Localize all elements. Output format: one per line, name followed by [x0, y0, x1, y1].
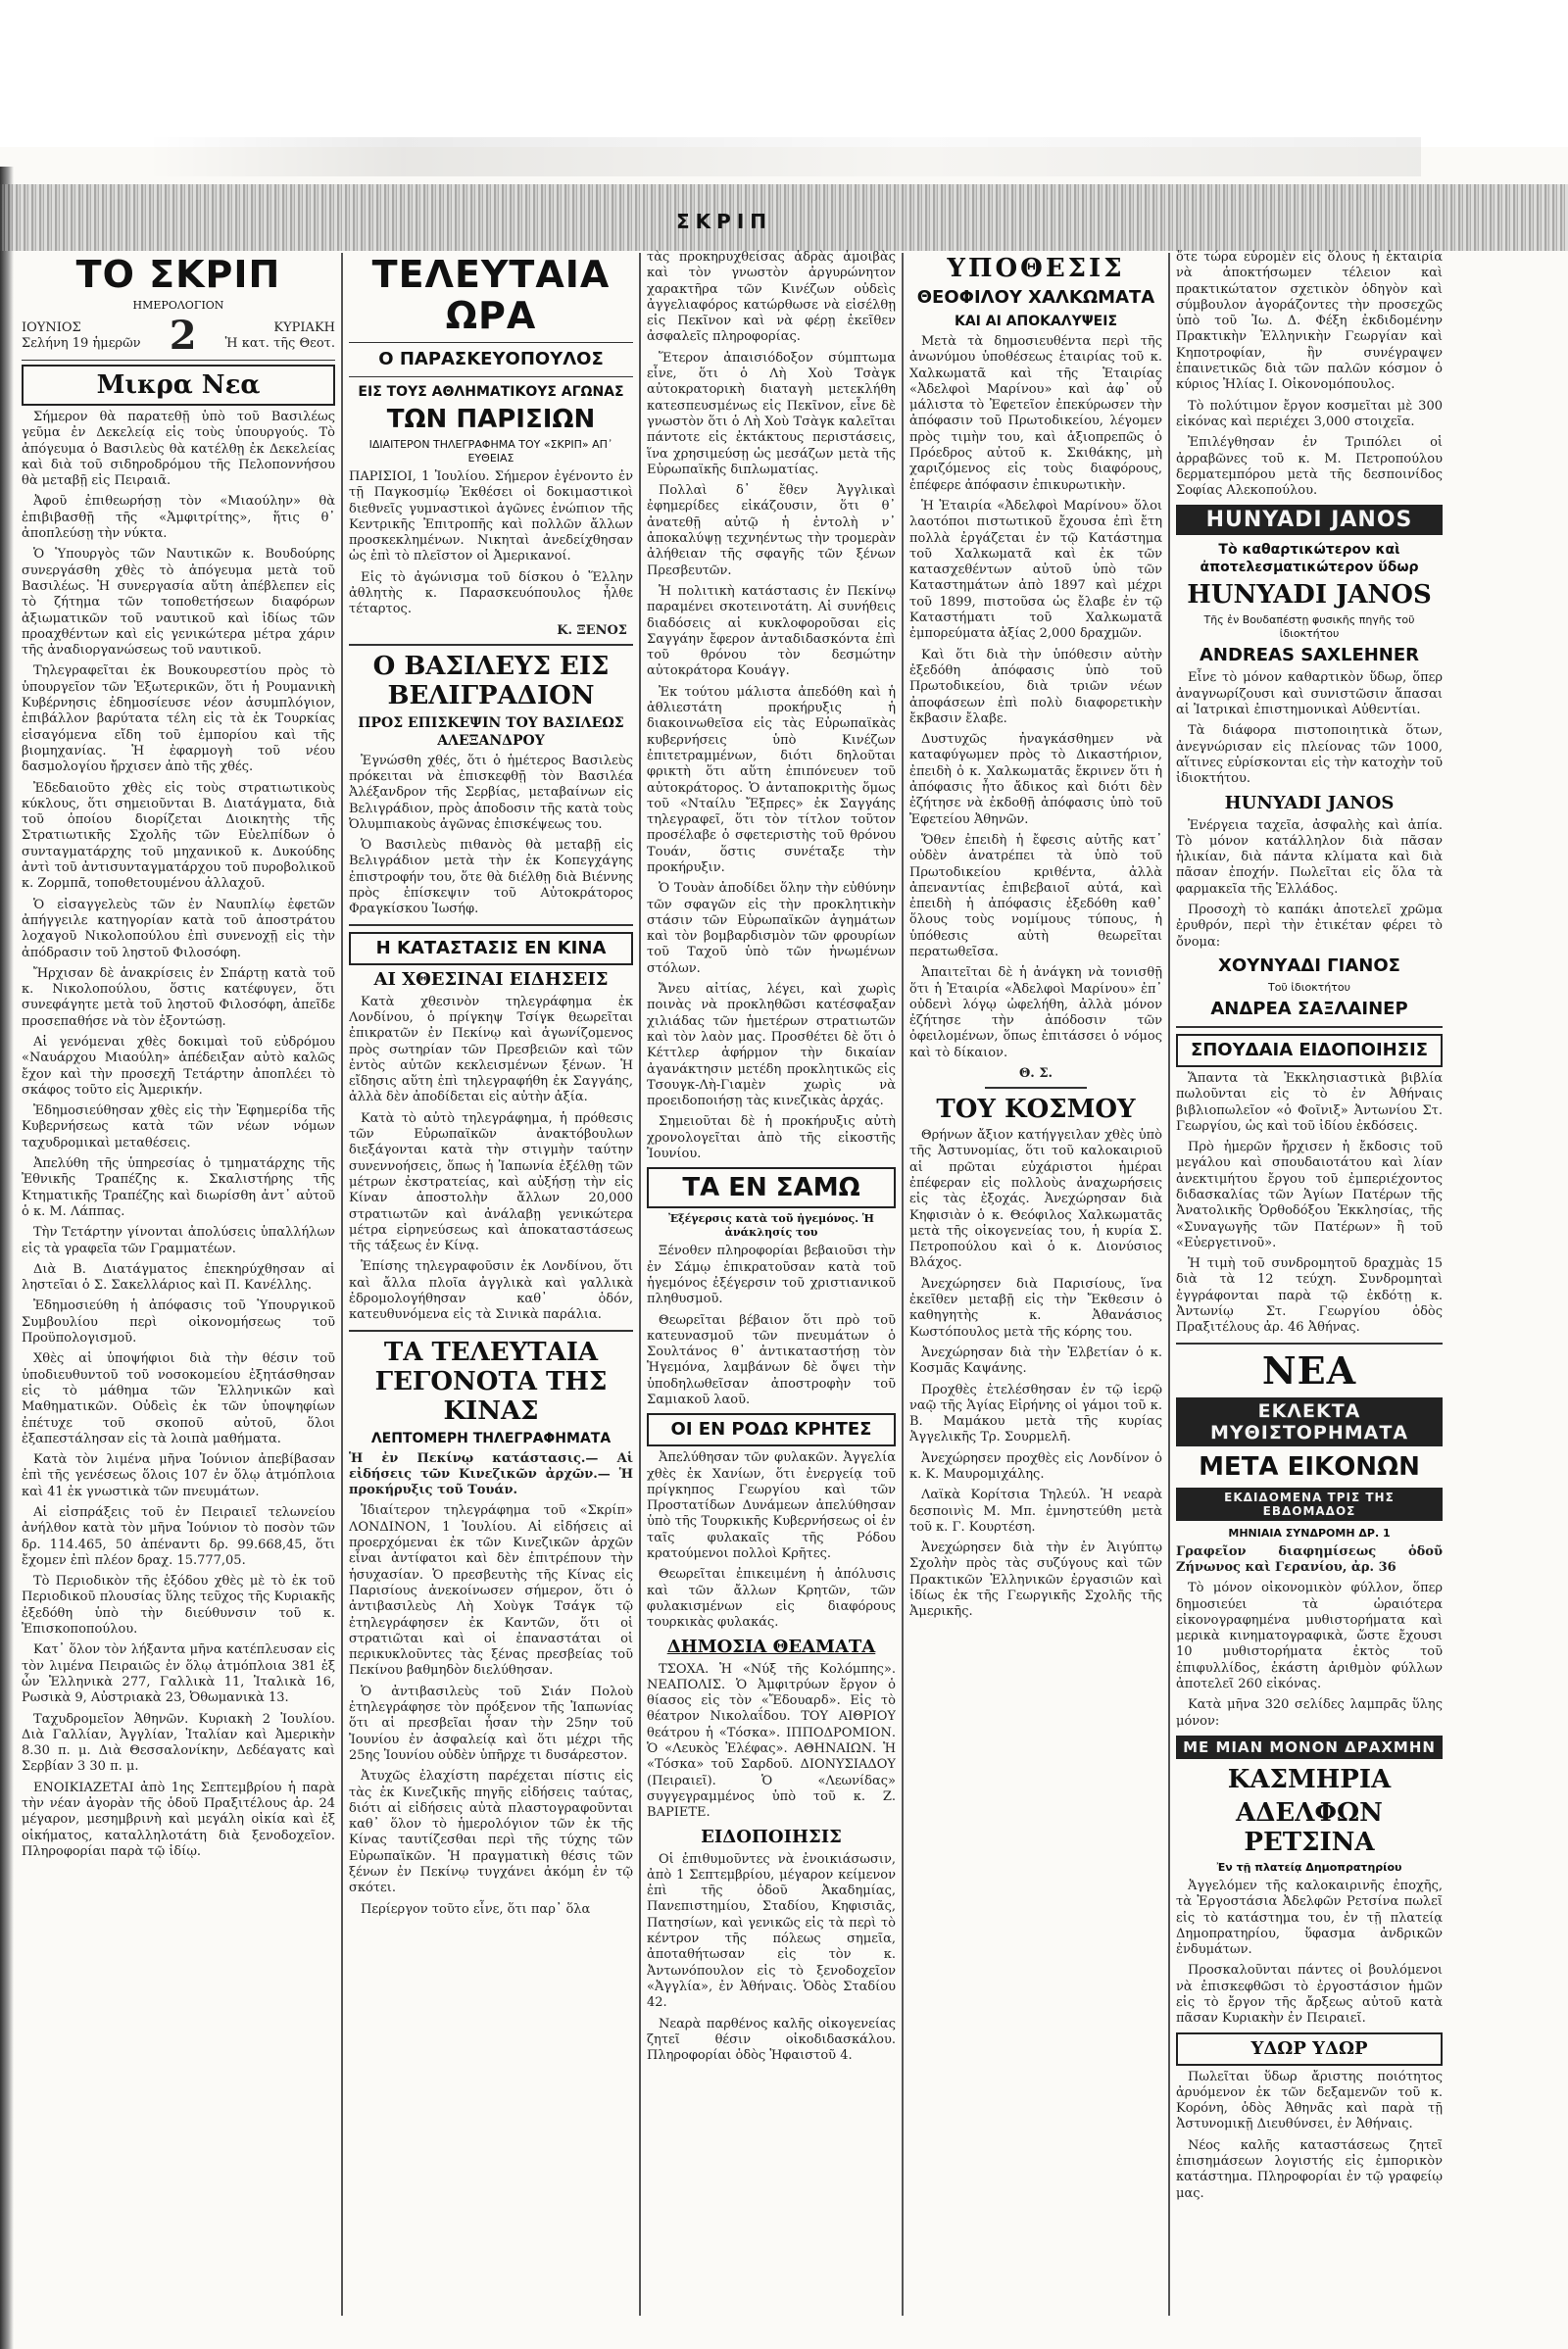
ad-text: ΜΗΝΙΑΙΑ ΣΥΝΔΡΟΜΗ ΔΡ. 1 [1228, 1526, 1391, 1540]
news-item: Ἀφοῦ ἐπιθεωρήσῃ τὸν «Μιαούλην» θὰ ἐπιβιβασθῇ τῆς «Ἀμφιτρίτης», ἥτις θ᾽ ἀποπλεύσῃ τὴν νύκτα. [22, 494, 335, 542]
article-paragraph: Κατὰ χθεσινὸν τηλεγράφημα ἐκ Λονδίνου, ὁ πρίγκηψ Τσίγκ θεωρεῖται ἐπικρατῶν ἐν Πεκίνῳ καὶ ἀγωνίζομενος πρὸς σωτηρίαν τῶν Πρεσβειῶν καὶ τῶν ἐντὸς αὐτῶν κεκλεισμένων ξένων. Ἡ εἴδησις αὕτη ἐπὶ τηλεγραφήθη ἐκ Σαγγάης, ἀλλὰ δὲν ἀποδίδεται εἰς αὐτὴν ἀξία. [349, 994, 633, 1105]
article-paragraph: Ἡ ἐν Πεκίνῳ κατάστασις.— Αἱ εἰδήσεις τῶν Κινεζικῶν ἀρχῶν.— Ἡ προκήρυξις τοῦ Τουάν. [349, 1450, 633, 1498]
ad-title: ΕΚΔΙΔΟΜΕΝΑ ΤΡΙΣ ΤΗΣ ΕΒΔΟΜΑΔΟΣ [1176, 1488, 1443, 1521]
article-paragraph: Ἡ Ἑταιρία «Ἀδελφοὶ Μαρίνου» ὅλοι λαοτόποι πιστωτικοῦ ἔχουσα ἐπὶ ἔτη πολλὰ ἐργάζεται ἐν τῷ Κατάστημα τοῦ Χαλκωματᾶ καὶ ἐκ τῶν κατασχεθέντων αὐτοῦ ὑπὸ τῶν Καταστημάτων ἀπὸ 1897 καὶ μέχρι τοῦ 1899, πιστοῦσα ὡς ἔλαβε ἐν τῷ Καταστήματι τοῦ Χαλκωματᾶ ἐμπορεύματα ἀξίας 2,000 δραχμῶν. [909, 498, 1162, 642]
headline: ΤΑ ΤΕΛΕΥΤΑΙΑ ΓΕΓΟΝΟΤΑ ΤΗΣ ΚΙΝΑΣ [374, 1337, 608, 1426]
column-3 [647, 250, 896, 2320]
article-paragraph: τὰς προκηρυχθείσας ἀδρὰς ἀμοιβὰς καὶ τὸν γνωστὸν ἀργυρώνητον χαρακτῆρα τῶν Κινέζων οὐδεὶς ἀγγελιαφόρος κατώρθωσε νὰ εἰσέλθῃ εἰς Πεκῖνον καὶ νὰ φέρῃ ἐκεῖθεν ἀσφαλεῖς πληροφορίας. [647, 250, 896, 345]
byline: Ο ΠΑΡΑΣΚΕΥΟΠΟΥΛΟΣ [378, 349, 604, 369]
day-number: 2 [169, 313, 197, 359]
ad-paragraph: Εἶνε τὸ μόνον καθαρτικὸν ὕδωρ, ὅπερ ἀναγνωρίζουσι καὶ συνιστῶσιν ἅπασαι αἱ Ἰατρικαὶ ἐπιστημονικαὶ Αὐθεντίαι. [1176, 670, 1443, 718]
month: ΙΟΥΝΙΟΣ [22, 320, 81, 335]
news-item: Αἱ εἰσπράξεις τοῦ ἐν Πειραιεῖ τελωνείου ἀνήλθον κατὰ τὸν μῆνα Ἰούνιον τὸ ποσὸν τῶν δρ. 114.465, 50 ἀπέναντι δρ. 99.668,45, ὅτι ἔχομεν ἐπὶ πλέον δραχ. 15.777,05. [22, 1505, 335, 1568]
ad-paragraph: Ἐνέργεια ταχεῖα, ἀσφαλὴς καὶ ἀπία. Τὸ μόνον κατάλληλον διὰ πᾶσαν ἡλικίαν, διὰ πάντα κλίματα καὶ διὰ πᾶσαν ἐποχήν. Πωλεῖται εἰς ὅλα τὰ φαρμακεῖα τῆς Ἑλλάδος. [1176, 817, 1443, 897]
news-item: Αἱ γενόμεναι χθὲς δοκιμαὶ τοῦ εὐδρόμου «Ναυάρχου Μιαούλη» ἀπέδειξαν αὐτὸ καλῶς ἔχον καὶ τὴν προσεχῆ Τετάρτην ἀποπλέει τὸ σκάφος τοῦτο εἰς Ἀμερικήν. [22, 1034, 335, 1098]
subheadline: ΠΡΟΣ ΕΠΙΣΚΕΨΙΝ ΤΟΥ ΒΑΣΙΛΕΩΣ ΑΛΕΞΑΝΔΡΟΥ [358, 714, 624, 749]
ad-text: Τὸ καθαρτικώτερον καὶ ἀποτελεσματικώτερον ὕδωρ [1200, 542, 1419, 576]
headline: ΤΟΥ ΚΟΣΜΟΥ [936, 1095, 1136, 1125]
article-paragraph: ΠΑΡΙΣΙΟΙ, 1 Ἰουλίου. Σήμερον ἐγένοντο ἐν τῇ Παγκοσμίῳ Ἐκθέσει οἱ δοκιμαστικοὶ διεθνεῖς γυμναστικοὶ ἀγῶνες ἐνώπιον τῆς Κεντρικῆς Ἐπιτροπῆς καὶ πολλῶν ἄλλων προσκεκλημένων. Νικηταὶ ἀνεδείχθησαν ὡς ἐπὶ τὸ πλεῖστον οἱ Ἀμερικανοί. [349, 469, 633, 564]
article-paragraph: Ἀτυχῶς ἐλαχίστη παρέχεται πίστις εἰς τὰς ἐκ Κινεζικῆς πηγῆς εἰδήσεις ταύτας, διότι αἱ εἰδήσεις αὐτὰ πλαστογραφοῦνται καθ᾽ ὅλον τὸ ἡμερολόγιον τῶν ἐκ τῆς Κίνας ταυτίζεσθαι περὶ τῆς τύχης τῶν Εὐρωπαϊκῶν. Ἡ πραγματικὴ θέσις τῶν ξένων ἐν Πεκίνῳ τυγχάνει ἀκόμη ἐν τῷ σκότει. [349, 1769, 633, 1896]
news-item: Ἐδημοσιεύθησαν χθὲς εἰς τὴν Ἐφημερίδα τῆς Κυβερνήσεως κατὰ τῶν νέων νόμων ταχυδρομικαὶ μεταθέσεις. [22, 1103, 335, 1150]
article-paragraph: Ἡ πολιτικὴ κατάστασις ἐν Πεκίνῳ παραμένει σκοτεινοτάτη. Αἱ συνήθεις διαδόσεις αἱ κυκλοφοροῦσαι εἰς Σαγγάην ἔφερον ἀνταδιδασκόντα ἐπὶ τοῦ θρόνου τὸν δεσμώτην αὐτοκράτορα Κουάγγ. [647, 583, 896, 679]
article-paragraph: Σημειοῦται δὲ ἡ προκήρυξις αὐτὴ χρονολογεῖται ἀπὸ τῆς εἰκοστῆς Ἰουνίου. [647, 1114, 896, 1162]
article-paragraph: Περίεργον τοῦτο εἶνε, ὅτι παρ᾽ ὅλα [361, 1901, 591, 1917]
headline: ΥΠΟΘΕΣΙΣ [947, 254, 1125, 283]
news-paragraphs [22, 410, 335, 1860]
subheadline: ΕΙΣ ΤΟΥΣ ΑΘΛΗΜΑΤΙΚΟΥΣ ΑΓΩΝΑΣ [358, 384, 624, 400]
headline-last-hour: ΤΕΛΕΥΤΑΙΑ ΩΡΑ [371, 253, 611, 337]
column-4 [909, 250, 1162, 2320]
news-item: Ἀπελύθη τῆς ὑπηρεσίας ὁ τμηματάρχης τῆς Ἐθνικῆς Τραπέζης κ. Σκαλιστήρης τῆς Κτηματικῆς Τραπέζης καὶ διωρίσθη ἀντ᾽ αὐτοῦ ὁ κ. Μ. Λάππας. [22, 1156, 335, 1219]
ad-title: ΑΔΕΛΦΩΝ ΡΕΤΣΙΝΑ [1236, 1797, 1383, 1857]
signature: Κ. ΞΕΝΟΣ [557, 622, 627, 638]
headline: Ο ΒΑΣΙΛΕΥΣ ΕΙΣ ΒΕΛΙΓΡΑΔΙΟΝ [372, 651, 610, 710]
article-paragraph: Προχθὲς ἐτελέσθησαν ἐν τῷ ἱερῷ ναῷ τῆς Ἁγίας Εἰρήνης οἱ γάμοι τοῦ κ. Β. Μαμάκου μετὰ τῆς κυρίας Ἀγγελικῆς Τρ. Σουρμελῆ. [909, 1382, 1162, 1445]
date-row [22, 313, 335, 361]
ad-title: ΝΕΑ [1261, 1347, 1357, 1393]
article-paragraph: Ἀπελύθησαν τῶν φυλακῶν. Ἀγγελία χθὲς ἐκ Χανίων, ὅτι ἐνεργείᾳ τοῦ πρίγκηπος Γεωργίου καὶ τῶν Προστατίδων Δυνάμεων ἀπελύθησαν ὑπὸ τῆς Τουρκικῆς Κυβερνήσεως οἱ ἐν ταῖς φυλακαῖς τῆς Ρόδου κρατούμενοι πολλοὶ Κρῆτες. [647, 1450, 896, 1562]
headline: ΔΗΜΟΣΙΑ ΘΕΑΜΑΤΑ [666, 1636, 876, 1657]
masthead: ΤΟ ΣΚΡΙΠ [75, 253, 281, 296]
article-paragraph: Τὸ πολύτιμον ἔργον κοσμεῖται μὲ 300 εἰκόνας καὶ περιέχει 3,000 στοιχεῖα. [1176, 398, 1443, 429]
moon-phase: Σελήνη 19 ἡμερῶν [22, 336, 141, 351]
section-title: Μικρα Νεα [22, 365, 335, 406]
news-item: Κατ᾽ ὅλον τὸν λήξαντα μῆνα κατέπλευσαν εἰς τὸν λιμένα Πειραιῶς ἐν ὅλῳ ἀτμόπλοια 381 ἐξ ὧν Ἑλληνικὰ 277, Γαλλικὰ 11, Ἰταλικὰ 16, Ρωσικὰ 9, Αὐστριακὰ 23, Ὀθωμανικὰ 13. [22, 1642, 335, 1706]
article-paragraph: Ἐπιλέγθησαν ἐν Τριπόλει οἱ ἀρραβῶνες τοῦ κ. Μ. Πετροπούλου δερματεμπόρου μετὰ τῆς δεσποινίδος Σοφίας Αλεκοπούλου. [1176, 435, 1443, 499]
ad-title: ΑΝΔΡΕΑ ΣΑΞΛΑΙΝΕΡ [1210, 998, 1408, 1019]
masthead-subtitle: ΗΜΕΡΟΛΟΓΙΟΝ [132, 299, 224, 312]
article-paragraph: ΤΣΟΧΑ. Ἡ «Νύξ τῆς Κολόμπης». ΝΕΑΠΟΛΙΣ. Ὁ Ἀμφιτρύων ἔργον ὁ θίασος εἰς τὸν «Ἔδουαρδ». Εἰς τὸ θέατρον Νικολαΐδου. ΤΟΥ ΑΙΘΡΙΟΥ θεάτρου ἡ «Τόσκα». ΙΠΠΟΔΡΟΜΙΟΝ. Ὁ «Λευκὸς Ἐλέφας». ΑΘΗΝΑΙΩΝ. Ἡ «Τόσκα» τοῦ Σαρδοῦ. ΔΙΟΝΥΣΙΑΔΟΥ (Πειραιεῖ). Ὁ «Λεωνίδας» συγγεγραμμένος ὑπὸ τοῦ κ. Ζ. ΒΑΡΙΕΤΕ. [647, 1661, 896, 1821]
ad-title: ΕΚΛΕΚΤΑ ΜΥΘΙΣΤΟΡΗΜΑΤΑ [1176, 1397, 1443, 1446]
ad-text: Τοῦ ἰδιοκτήτου [1267, 980, 1350, 994]
running-title: ΣΚΡΙΠ [676, 210, 772, 233]
article-paragraph: Νεαρὰ παρθένος καλῆς οἰκογενείας ζητεῖ θέσιν οἰκοδιδασκάλου. Πληροφορίαι ὁδὸς Ἡφαιστοῦ 4. [647, 2016, 896, 2064]
article-paragraph: Ξένοθεν πληροφορίαι βεβαιοῦσι τὴν ἐν Σάμῳ ἐπικρατοῦσαν κατὰ τοῦ ἡγεμόνος ἐξέγερσιν τοῦ χριστιανικοῦ πληθυσμοῦ. [647, 1244, 896, 1307]
article-paragraph: Θεωρεῖται βέβαιον ὅτι πρὸ τοῦ κατευνασμοῦ τῶν πνευμάτων ὁ Σουλτάνος θ᾽ ἀντικαταστήσῃ τὸν Ἡγεμόνα, λαμβάνων δὲ ὄψει τὴν ὑποδηλωθεῖσαν ἀποστροφὴν τοῦ Σαμιακοῦ λαοῦ. [647, 1312, 896, 1407]
ad-title: ΜΕΤΑ ΕΙΚΟΝΩΝ [1199, 1451, 1420, 1482]
subheadline: ΙΔΙΑΙΤΕΡΟΝ ΤΗΛΕΓΡΑΦΗΜΑ ΤΟΥ «ΣΚΡΙΠ» ΑΠ᾽ ΕΥΘΕΙΑΣ [368, 438, 613, 465]
headline: ΟΙ ΕΝ ΡΟΔΩ ΚΡΗΤΕΣ [647, 1413, 896, 1446]
signature: Θ. Σ. [1018, 1066, 1054, 1082]
news-item: Ὁ Ὑπουργὸς τῶν Ναυτικῶν κ. Βουδούρης συνεργάσθη χθὲς τὸ ἀπόγευμα μετὰ τοῦ Βασιλέως. Ἡ συνεργασία αὕτη ἀπέβλεπεν εἰς τὸ ζήτημα τῶν τοποθετήσεων διαφόρων ἀξιωματικῶν τοῦ ναυτικοῦ καὶ ἰδίως τῶν προαχθέντων καὶ εἰς γενικώτερα μέτρα χάριν τῆς ἀναδιοργανώσεως τοῦ ναυτικοῦ. [22, 547, 335, 659]
article-paragraph: Ὅθεν ἐπειδὴ ἡ ἔφεσις αὐτῆς κατ᾽ οὐδὲν ἀνατρέπει τὰ ὑπὸ τοῦ Πρωτοδικείου κριθέντα, ἀλλὰ ἀπεναντίας ἐπιβεβαιοῖ αὐτά, καὶ ἐπειδὴ ἡ ἀπόφασις ἐξεδόθη καθ᾽ ὅλους τοὺς νομίμους τύπους, ἡ ὑπόθεσις αὐτὴ θεωρεῖται περατωθεῖσα. [909, 832, 1162, 959]
article-paragraph: Εἰς τὸ ἀγώνισμα τοῦ δίσκου ὁ Ἕλλην ἀθλητὴς κ. Παρασκευόπουλος ἦλθε τέταρτος. [349, 569, 633, 617]
news-item: Ὁ εἰσαγγελεὺς τῶν ἐν Ναυπλίῳ ἐφετῶν ἀπήγγειλε κατηγορίαν κατὰ τοῦ ἀποστράτου λοχαγοῦ Νικολοπούλου ἐπὶ συνενοχῇ εἰς τὴν ἀπόδρασιν τοῦ ληστοῦ Φιλοσόφη. [22, 897, 335, 960]
article-paragraph: Δυστυχῶς ἠναγκάσθημεν νὰ καταφύγωμεν πρὸς τὸ Δικαστήριον, ἐπειδὴ ὁ κ. Χαλκωματᾶς ἔκρινεν ὅτι ἡ ἀπόφασις ἦτο ἄδικος καὶ διότι δὲν ἐζήτησε νὰ ἐκδοθῇ ἀπόφασις ὑπὸ τοῦ Ἐφετείου Ἀθηνῶν. [909, 732, 1162, 827]
ad-text: Τῆς ἐν Βουδαπέστῃ φυσικῆς πηγῆς τοῦ ἰδιοκτήτου [1203, 613, 1415, 641]
ad-title: ΚΑΣΜΗΡΙΑ [1227, 1764, 1392, 1794]
headline: ΤΑ ΕΝ ΣΑΜΩ [647, 1167, 896, 1208]
ad-paragraph: Τὸ μόνον οἰκονομικὸν φύλλον, ὅπερ δημοσιεύει τὰ ὡραιότερα εἰκονογραφημένα μυθιστορήματα καὶ μερικὰ κινηματογραφικὰ, ὥστε ἔχουσι 10 μυθιστορήματα ἐκτὸς τοῦ ἐπιφυλλίδος, ἑκάστη ἀριθμὸν φύλλων ἀποτελεῖ 260 εἰκόνας. [1176, 1581, 1443, 1692]
article-paragraph: Μετὰ τὰ δημοσιευθέντα περὶ τῆς ἀνωνύμου ὑποθέσεως ἑταιρίας τοῦ κ. Χαλκωματᾶ καὶ τῆς Ἑταιρίας «Ἀδελφοὶ Μαρίνου» καὶ ἀφ᾽ οὗ μάλιστα τὸ Ἐφετεῖον ἐπεκύρωσεν τὴν ἀπόφασιν τοῦ Πρωτοδικείου, λέγομεν πρὸς τιμὴν του, καὶ ἀξιοπρεπῶς ὁ Πρόεδρος αὐτοῦ κ. Σκιθάκης, μὴ χαριζόμενος εἰς τοὺς διαφόρους, ἐπέφερε ἀπόφασιν ἐπικυρωτικὴν. [909, 334, 1162, 493]
ad-title: ΧΟΥΝΥΑΔΙ ΓΙΑΝΟΣ [1218, 954, 1400, 976]
news-item: Τηλεγραφεῖται ἐκ Βουκουρεστίου πρὸς τὸ ὑπουργεῖον τῶν Ἐξωτερικῶν, ὅτι ἡ Ρουμανικὴ Κυβέρνησις ἐδημοσίευσε νέον ἀσυμπλόγιον, ἐπιβάλλον βαρύτατα τέλη εἰς τὰ ἐκ Τουρκίας εἰσαγόμενα εἴδη τοῦ ἐμπορίου καὶ τῆς βιομηχανίας. Ἡ ἐφαρμογὴ τοῦ νέου δασμολογίου ἤρχισεν ἀπὸ τῆς χθές. [22, 663, 335, 775]
scan-blank-margin [0, 0, 1568, 147]
article-paragraph: Λαϊκὰ Κορίτσια Τηλεύλ. Ἡ νεαρὰ δεσποινὶς Μ. Μπ. ἐμνηστεύθη μετὰ τοῦ κ. Γ. Κουρτέση. [909, 1488, 1162, 1535]
article-paragraph: Καὶ ὅτι διὰ τὴν ὑπόθεσιν αὐτὴν ἐξεδόθη ἀπόφασις ὑπὸ τοῦ Πρωτοδικείου, διὰ τριῶν νέων ἀποφάσεων ἐπὶ πολὺ διαφορετικὴν ἔκβασιν ἔλαβε. [909, 647, 1162, 726]
news-item: Τὸ Περιοδικὸν τῆς ἑξόδου χθὲς μὲ τὸ ἐκ τοῦ Περιοδικοῦ πλουσίας ὕλης τεῦχος τῆς Κυριακῆς ἐξεδόθη ὑπὸ τὴν διεύθυνσιν τοῦ κ. Ἐπισκοποπούλου. [22, 1574, 335, 1638]
article-paragraph: Ἄνευ αἰτίας, λέγει, καὶ χωρὶς ποινὰς νὰ προκληθῶσι κατέσφαξαν χιλιάδας τῶν ἡμετέρων στρατιωτῶν καὶ τὸν λαὸν μας. Προσθέτει δὲ ὅτι ὁ Κέττλερ ἀφήρμον τὴν δικαίαν ἀγανάκτησιν μετέδη προκλητικῶς εἰς Τσουγκ-Λὴ-Γιαμὲν χωρὶς νὰ προειδοποιήσῃ τὰς κινεζικὰς ἀρχάς. [647, 982, 896, 1109]
weekday: ΚΥΡΙΑΚΗ [273, 320, 335, 335]
headline: ΕΙΔΟΠΟΙΗΣΙΣ [701, 1826, 842, 1847]
news-item: Ἐδημοσιεύθη ἡ ἀπόφασις τοῦ Ὑπουργικοῦ Συμβουλίου περὶ οἰκονομήσεως τοῦ Προϋπολογισμοῦ. [22, 1298, 335, 1346]
page-edge-shadow [0, 167, 14, 2349]
article-paragraph: Ἕτερον ἀπαισιόδοξον σύμπτωμα εἶνε, ὅτι ὁ Λὴ Χοὺ Τσὰγκ αὐτοκρατορικὴ διαταγὴ μετεκλήθη κατεσπευσμένως εἰς Πεκῖνον, εἶνε δὲ γνωστὸν ὅτι ὁ Λὴ Χοὺ Τσὰγκ καλεῖται πάντοτε εἰς ἐκτάκτους περιστάσεις, ἵνα χρησιμεύσῃ ὡς μεσάζων μετὰ τῆς Εὐρωπαϊκῆς διπλωματίας. [647, 350, 896, 477]
news-item: Χθὲς αἱ ὑποψήφιοι διὰ τὴν θέσιν τοῦ ὑποδιευθυντοῦ τοῦ νοσοκομείου ἐξητάσθησαν εἰς τὸ μάθημα τῶν Ἑλληνικῶν καὶ Μαθηματικῶν. Οὐδεὶς ἐκ τῶν ὑποψηφίων ἐπέτυχε τοῦ σκοποῦ αὐτοῦ, ὅλοι ἐξαπεστάλησαν εἰς τὰ λοιπὰ μαθήματα. [22, 1351, 335, 1446]
article-paragraph: Ἀνεχώρησεν διὰ Παρισίους, ἵνα ἐκεῖθεν μεταβῇ εἰς τὴν Ἔκθεσιν ὁ καθηγητὴς κ. Ἀθανάσιος Κωστόπουλος μετὰ τῆς κόρης του. [909, 1276, 1162, 1340]
subheadline: Ἐξέγερσις κατὰ τοῦ ἡγεμόνος. Ἡ ἀνάκλησίς του [668, 1212, 874, 1240]
column-rule [902, 253, 904, 2316]
column-5 [1176, 250, 1443, 2320]
article-paragraph: ὅτε τώρα εὑρομὲν εἰς ὅλους ἡ ἐκταιρία νὰ ἀποκτήσωμεν τέλειον καὶ πρακτικώτατον σχετικὸν ὁδηγὸν καὶ σύμβουλον ἀγοράζοντες τὴν προσεχῶς ὑπὸ τοῦ Ἰω. Δ. Φέξη ἐκδιδομένην Πρακτικὴν Ἑλληνικὴν Γεωργίαν καὶ Κηποτροφίαν, ἣν συνέγραψεν ἐπαινετικῶς διὰ τῶν παλῶν κόσμον ὁ κύριος Ἠλίας Ι. Οἰκονομόπουλος. [1176, 250, 1443, 393]
ad-title: HUNYADI JANOS [1224, 792, 1395, 813]
ad-paragraph: Πωλεῖται ὕδωρ ἄριστης ποιότητος ἀρυόμενον ἐκ τῶν δεξαμενῶν τοῦ κ. Κορόνη, ὁδὸς Ἀθηνᾶς καὶ παρὰ τῇ Ἀστυνομικῇ Διευθύνσει, ἐν Ἀθήναις. [1176, 2069, 1443, 2132]
ad-paragraph: Προσκαλοῦνται πάντες οἱ βουλόμενοι νὰ ἐπισκεφθῶσι τὸ ἐργοστάσιον ἡμῶν εἰς τὸ ἔργον τῆς ἄρξεως αὐτοῦ κατὰ πᾶσαν Κυριακὴν ἐν Πειραιεῖ. [1176, 1963, 1443, 2027]
ad-text: Ἐν τῇ πλατείᾳ Δημοπρατηρίου [1216, 1860, 1402, 1874]
column-1 [22, 250, 335, 2320]
article-paragraph: Ἐπίσης τηλεγραφοῦσιν ἐκ Λονδίνου, ὅτι καὶ ἄλλα πλοῖα ἀγγλικὰ καὶ γαλλικὰ ἐδρομολογήθησαν καθ᾽ ὁδόν, κατευθυνόμενα εἰς τὰ Σινικὰ παράλια. [349, 1259, 633, 1323]
news-item: Ἤρχισαν δὲ ἀνακρίσεις ἐν Σπάρτῃ κατὰ τοῦ κ. Νικολοπούλου, ὅστις κατέφυγεν, ὅτι συνεφάγητε μετὰ τοῦ ληστοῦ Φιλοσόφη, ἀπεῖδε προσεπαθήσε νὰ τὸν ἐξοντώσῃ. [22, 965, 335, 1029]
ad-paragraph: Προσοχὴ τὸ καπάκι ἀποτελεῖ χρῶμα ἐρυθρόν, περὶ τὴν ἐτικέταν φέρει τὸ ὄνομα: [1176, 903, 1443, 950]
column-rule [341, 253, 343, 2316]
news-item: Τὴν Τετάρτην γίνονται ἀπολύσεις ὑπαλλήλων εἰς τὰ γραφεῖα τῶν Γραμματέων. [22, 1225, 335, 1256]
article-paragraph: Ἐγνώσθη χθές, ὅτι ὁ ἡμέτερος Βασιλεὺς πρόκειται νὰ ἐπισκεφθῇ τὸν Βασιλέα Ἀλέξανδρον τῆς Σερβίας, μεταβαίνων εἰς Βελιγράδιον, πρὸς ἀποδοσιν τῆς κατὰ τοὺς Ὀλυμπιακοὺς ἀγῶνας ἐπισκέψεως του. [349, 753, 633, 832]
headline: Η ΚΑΤΑΣΤΑΣΙΣ ΕΝ ΚΙΝΑ [349, 932, 633, 965]
article-paragraph: Ἐκ τούτου μάλιστα ἀπεδόθη καὶ ἡ ἀθλιεστάτη προκήρυξις ἡ διακοινωθεῖσα εἰς τὰς Εὐρωπαϊκὰς κυβερνήσεις ὑπὸ Κινέζων ἐπιτετραμμένων, διότι δηλοῦται φρικτὴ ὅτι αὕτη ἐπιπόνευεν τοῦ αὐτοκράτορος. Ὁ ἀνταποκριτὴς ὅμως τοῦ «Νταίλυ Ἔξπρες» ἐκ Σαγγάης τηλεγραφεῖ, ὅτι τὸν τίτλον τοῦτον προσέλαβε ὁ σφετεριστὴς τοῦ θρόνου Τουάν, ὅστις συνέταξε τὴν προκήρυξιν. [647, 684, 896, 875]
column-2 [349, 250, 633, 2320]
column-rule [639, 253, 641, 2316]
news-item: Διὰ Β. Διατάγματος ἐπεκηρύχθησαν αἱ ληστεῖαι ὁ Σ. Σακελλάριος καὶ Π. Κανέλλης. [22, 1261, 335, 1294]
news-item: ΕΝΟΙΚΙΑΖΕΤΑΙ ἀπὸ 1ης Σεπτεμβρίου ἡ παρὰ τὴν νέαν ἀγορὰν τῆς ὁδοῦ Πραξιτέλους ἀρ. 24 μέγαρον, μεσημβρινὴ καὶ μεγάλη οἰκία καὶ ἐξ οἰκήματος, καταλληλοτάτη διὰ ξενοδοχεῖον. Πληροφορίαι παρὰ τῷ ἰδίῳ. [22, 1780, 335, 1859]
masthead-strip [0, 184, 1568, 251]
article-paragraph: Κατὰ τὸ αὐτὸ τηλεγράφημα, ἡ πρόθεσις τῶν Εὐρωπαϊκῶν ἀνακτόβουλων διεξάγονται κατὰ τὴν στιγμὴν ταύτην συνεννοήσεις, ὅπως ἡ Ἰαπωνία ἐξέλθῃ τῶν μέτρων ἐκστρατείας, καὶ αὐξήσῃ τὴν εἰς Κίναν ἀποστολὴν ἄλλων 20,000 στρατιωτῶν καὶ ἀνάλαβῃ γενικώτερα μέτρα εἰρηνεύσεως καὶ ἀποκαταστάσεως τῆς τάξεως ἐν Κίνᾳ. [349, 1110, 633, 1254]
article-paragraph: Ὁ Τουὰν ἀποδίδει ὅλην τὴν εὐθύνην τῶν σφαγῶν εἰς τὴν προκλητικὴν στάσιν τῶν Εὐρωπαϊκῶν ἀγημάτων καὶ τὸν βομβαρδισμὸν τῶν φρουρίων τοῦ Ταχοῦ ὑπὸ τῶν ἡνωμένων στόλων. [647, 881, 896, 976]
ad-paragraph: Τὰ διάφορα πιστοποιητικὰ ὅτων, ἀνεγνώρισαν εἰς πλείονας τῶν 1000, αἵτινες εὑρίσκονται εἰς τὴν κατοχὴν τοῦ ἰδιοκτήτου. [1176, 723, 1443, 787]
article-paragraph: Θρήνων ἄξιον κατήγγειλαν χθὲς ὑπὸ τῆς Ἀστυνομίας, ὅτι τοῦ καλοκαιριοῦ αἱ πρῶται εὐχάριστοι ἡμέραι ἐπέφεραν εἰς πολλοὺς ἀναχωρήσεις εἰς τὰς ἐξοχάς. Ἀνεχώρησαν διὰ Κηφισιὰν ὁ κ. Θεόφιλος Χαλκωματᾶς μετὰ τῆς οἰκογενείας του, ἡ κυρία Σ. Πετροπούλου καὶ ὁ κ. Διονύσιος Βλάχος. [909, 1128, 1162, 1271]
news-item: Ταχυδρομεῖον Ἀθηνῶν. Κυριακὴ 2 Ἰουλίου. Διὰ Γαλλίαν, Ἀγγλίαν, Ἰταλίαν καὶ Ἀμερικὴν 8.30 π. μ. Διὰ Θεσσαλονίκην, Δεδέαγατς καὶ Σερβίαν 3 30 π. μ. [22, 1711, 335, 1775]
ad-paragraph: Πρὸ ἡμερῶν ἤρχισεν ἡ ἔκδοσις τοῦ μεγάλου καὶ σπουδαιοτάτου καὶ λίαν ἀνεκτιμήτου ἔργου τοῦ ἐμπεριέχοντος διδασκαλίας τῶν Ἁγίων Πατέρων τῆς Ἀνατολικῆς Ὀρθοδόξου Ἐκκλησίας, τῆς «Συναγωγῆς τῶν Πατέρων» ἢ τοῦ «Εὐεργετινοῦ». [1176, 1140, 1443, 1250]
news-item: Σήμερον θὰ παρατεθῇ ὑπὸ τοῦ Βασιλέως γεῦμα ἐν Δεκελείᾳ εἰς τοὺς ὑπουργούς. Τὸ ἀπόγευμα ὁ Βασιλεὺς θὰ κατέλθῃ ἐκ Δεκελείας καὶ διὰ τοῦ σιδηροδρόμου τῆς Πελοποννήσου θὰ μεταβῇ εἰς Πειραιᾶ. [22, 410, 335, 489]
article-paragraph: Θεωρεῖται ἐπικειμένη ἡ ἀπόλυσις καὶ τῶν ἄλλων Κρητῶν, τῶν φυλακισμένων εἰς διαφόρους τουρκικὰς φυλακάς. [647, 1567, 896, 1631]
article-paragraph: Ἀνεχώρησεν προχθὲς εἰς Λονδίνον ὁ κ. Κ. Μαυρομιχάλης. [909, 1450, 1162, 1482]
ad-paragraph: Κατὰ μῆνα 320 σελίδες λαμπρᾶς ὕλης μόνον: [1176, 1697, 1443, 1729]
subheadline: ΑΙ ΧΘΕΣΙΝΑΙ ΕΙΔΗΣΕΙΣ [373, 968, 609, 990]
subheadline: ΘΕΟΦΙΛΟΥ ΧΑΛΚΩΜΑΤΑ [916, 287, 1155, 308]
news-item: Κατὰ τὸν λιμένα μῆνα Ἰούνιον ἀπεβίβασαν ἐπὶ τῆς γενέσεως ὅλοις 107 ἐν ὅλῳ ἀτμόπλοια καὶ 41 ἐκ γνωστικὰ τῶν πνευμάτων. [22, 1452, 335, 1499]
ad-title: HUNYADI JANOS [1176, 505, 1443, 535]
ad-paragraph: Νέος καλῆς καταστάσεως ζητεῖ ἐπισημάσεων λογιστής εἰς ἐμπορικὸν κατάστημα. Πληροφορίαι ἐν τῷ γραφείῳ μας. [1176, 2137, 1443, 2201]
column-rule [1168, 253, 1170, 2316]
article-paragraph: Ἀνεχώρησεν διὰ τὴν ἐν Ἀιγύπτῳ Σχολὴν πρὸς τὰς συζύγους καὶ τῶν Πρακτικῶν Ἑλληνικῶν ἐργασιῶν καὶ ἰδίως ἐκ τῆς Γεωργικῆς Σχολῆς τῆς Ἀμερικῆς. [909, 1541, 1162, 1620]
subheadline: ΛΕΠΤΟΜΕΡΗ ΤΗΛΕΓΡΑΦΗΜΑΤΑ [370, 1430, 612, 1446]
ad-title: ΣΠΟΥΔΑΙΑ ΕΙΔΟΠΟΙΗΣΙΣ [1176, 1034, 1443, 1067]
ad-paragraph: Ἡ τιμὴ τοῦ συνδρομητοῦ δραχμὰς 15 διὰ τὰ 12 τεύχη. Συνδρομηταὶ ἐγγράφονται παρὰ τῷ ἐκδότῃ κ. Ἀντωνίῳ Στ. Γεωργίου ὁδὸς Πραξιτέλους ἀρ. 46 Ἀθήνας. [1176, 1256, 1443, 1336]
article-paragraph: Ἀπαιτεῖται δὲ ἡ ἀνάγκη νὰ τονισθῇ ὅτι ἡ Ἑταιρία «Ἀδελφοὶ Μαρίνου» ἐπ᾽ οὐδενὶ λόγῳ ὠφελήθη, ἀλλὰ μόνον ἐζήτησε τὴν ἀπόδοσιν τῶν ὀφειλομένων, ὅπως ἐπιτάσσει ὁ νόμος καὶ τὸ δίκαιον. [909, 965, 1162, 1060]
article-paragraph: Ὁ ἀντιβασιλεὺς τοῦ Σιάν Πολοὺ ἐτηλεγράφησε τὸν πρόξενον τῆς Ἰαπωνίας ὅτι αἱ πρεσβεῖαι ἦσαν τὴν 25ην τοῦ Ἰουνίου ἐν ἀσφαλείᾳ καὶ ὅτι μέχρι τῆς 25ης Ἰουνίου οὐδὲν ὑπῆρχε τι δυσάρεστον. [349, 1684, 633, 1763]
ad-title: ANDREAS SAXLEHNER [1199, 645, 1420, 666]
article-paragraph: Ἰδιαίτερον τηλεγράφημα τοῦ «Σκρίπ» ΛΟΝΔΙΝΟΝ, 1 Ἰουλίου. Αἱ εἰδήσεις αἱ προερχόμεναι ἐκ τῶν Κινεζικῶν ἀρχῶν εἶναι ἀντίφατοι καὶ δὲν ἐπιτρέπουν τὴν ἡσυχασίαν. Ὁ πρεσβευτὴς τῆς Κίνας εἰς Παρισίους ἀνεκοίνωσεν σήμερον, ὅτι ὁ ἀντιβασιλεὺς Λὴ Χοὺγκ Τσάγκ τῷ ἐτηλεγράφησεν ἐκ Καντῶν, ὅτι οἱ στρατιῶται καὶ οἱ ἐπαναστάται οἱ περικυκλοῦντες τὰς ξένας πρεσβείας τοῦ Πεκίνου βαθμηδὸν διελύθησαν. [349, 1503, 633, 1679]
ad-paragraph: Ἅπαντα τὰ Ἐκκλησιαστικὰ βιβλία πωλοῦνται εἰς τὸ ἐν Ἀθήναις βιβλιοπωλεῖον «ὁ Φοῖνιξ» Ἀντωνίου Στ. Γεωργίου, ὡς καὶ τοῦ ἰδίου ἐκδόσεις. [1176, 1070, 1443, 1134]
scan-smudge [147, 137, 1421, 176]
ad-title: ΜΕ ΜΙΑΝ ΜΟΝΟΝ ΔΡΑΧΜΗΝ [1176, 1736, 1443, 1759]
ad-title: HUNYADI JANOS [1187, 580, 1432, 611]
article-paragraph: Ἀνεχώρησαν διὰ τὴν Ἑλβετίαν ὁ κ. Κοσμᾶς Καψάνης. [909, 1345, 1162, 1377]
ad-title: ΥΔΩΡ ΥΔΩΡ [1176, 2032, 1443, 2066]
news-item: Ἐδεδαιοῦτο χθὲς εἰς τοὺς στρατιωτικοὺς κύκλους, ὅτι σημειοῦνται Β. Διατάγματα, διὰ τοῦ ὁποίου διορίζεται Διοικητὴς τῆς Στρατιωτικῆς Σχολῆς τῶν Εὐελπίδων ὁ συνταγματάρχης τοῦ μηχανικοῦ κ. Δυκούδης ἀντὶ τοῦ ἀντισυνταγματάρχου τοῦ πυροβολικοῦ κ. Ζορμπᾶ, τοποθετουμένου ἀλλαχοῦ. [22, 780, 335, 892]
article-paragraph: Πολλαὶ δ᾽ ἔθεν Ἀγγλικαὶ ἐφημερίδες εἰκάζουσιν, ὅτι θ᾽ ἀνατεθῇ αὐτῷ ἡ ἐντολὴ ν᾽ ἀποκαλύψῃ τεχνηέντως τὴν τρομερὰν ἀλήθειαν τῆς σφαγῆς τῶν ξένων Πρεσβευτῶν. [647, 483, 896, 578]
article-paragraph: Οἱ ἐπιθυμοῦντες νὰ ἐνοικιάσωσιν, ἀπὸ 1 Σεπτεμβρίου, μέγαρον κείμενον ἐπὶ τῆς ὁδοῦ Ἀκαδημίας, Πανεπιστημίου, Σταδίου, Κηφισιᾶς, Πατησίων, καὶ γενικῶς εἰς τὰ περὶ τὸ κέντρον τῆς πόλεως σημεῖα, ἀποταθήτωσαν εἰς τὸν κ. Ἀντωνόπουλον εἰς τὸ ξενοδοχεῖον «Ἀγγλία», ἐν Ἀθήναις. Ὁδὸς Σταδίου 42. [647, 1851, 896, 2011]
article-paragraph: Ὁ Βασιλεὺς πιθανὸς θὰ μεταβῇ εἰς Βελιγράδιον μετὰ τὴν ἐκ Κοπεγχάγης ἐπιστροφήν του, ὅτε θὰ διέλθῃ διὰ Βιέννης πρὸς ἐπίσκεψιν τοῦ Αὐτοκράτορος Φραγκίσκου Ἰωσήφ. [349, 838, 633, 917]
ad-paragraph: Ἀγγελόμεν τῆς καλοκαιρινῆς ἐποχῆς, τὰ Ἐργοστάσια Ἀδελφῶν Ρετσίνα πωλεῖ εἰς τὸ κατάστημα του, ἐν τῇ πλατείᾳ Δημοπρατηρίου, ὕφασμα ἀνδρικῶν ἐνδυμάτων. [1176, 1878, 1443, 1958]
ad-paragraph: Γραφεῖον διαφημίσεως ὁδοῦ Ζήνωνος καὶ Γερανίου, ἀρ. 36 [1176, 1543, 1443, 1575]
saint-day: Ἡ κατ. τῆς Θεοτ. [224, 336, 335, 351]
subheadline: ΚΑΙ ΑΙ ΑΠΟΚΑΛΥΨΕΙΣ [954, 314, 1118, 329]
subheadline: ΤΩΝ ΠΑΡΙΣΙΩΝ [386, 405, 596, 434]
